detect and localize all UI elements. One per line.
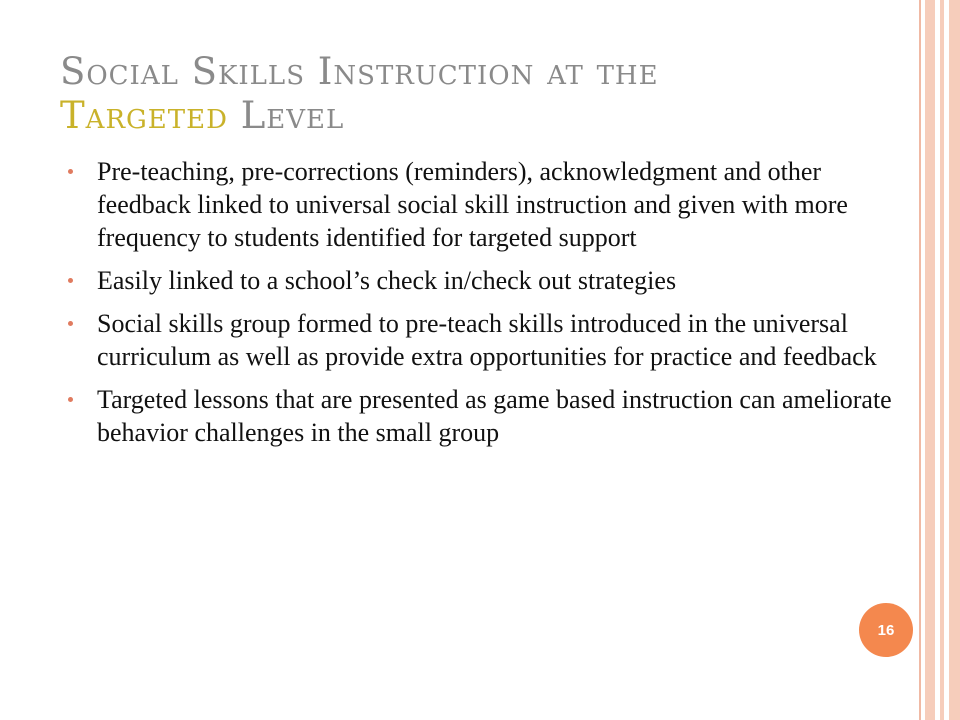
bullet-list [66,155,896,459]
title-line-2-rest: Level [240,94,345,137]
bullet-text: Pre-teaching, pre-corrections (reminders), acknowledgment and other feedback linked to universal social skill instruction and given with more frequency to students identified for targeted support [97,157,848,252]
title-accent-word: Targeted [60,94,228,137]
bullet-item [66,307,896,373]
bullet-dot-icon [68,278,73,283]
bullet-text: Social skills group formed to pre-teach skills introduced in the universal curriculum as well as provide extra opportunities for practice and feedback [97,309,877,371]
bullet-dot-icon [68,321,73,326]
right-border-line [919,0,921,720]
right-border-stripe [940,0,944,720]
bullet-item [66,264,896,297]
title-line-1: Social Skills Instruction at the [60,50,659,93]
bullet-dot-icon [68,397,73,402]
bullet-item [66,155,896,254]
bullet-item [66,383,896,449]
slide-title [60,50,900,138]
right-border-stripe [925,0,935,720]
page-number-badge [859,603,913,657]
bullet-text: Easily linked to a school’s check in/check out strategies [97,266,677,295]
bullet-text: Targeted lessons that are presented as game based instruction can ameliorate behavior challenges in the small group [97,385,892,447]
bullet-dot-icon [68,169,73,174]
right-border-stripe [949,0,960,720]
page-number: 16 [877,621,895,639]
